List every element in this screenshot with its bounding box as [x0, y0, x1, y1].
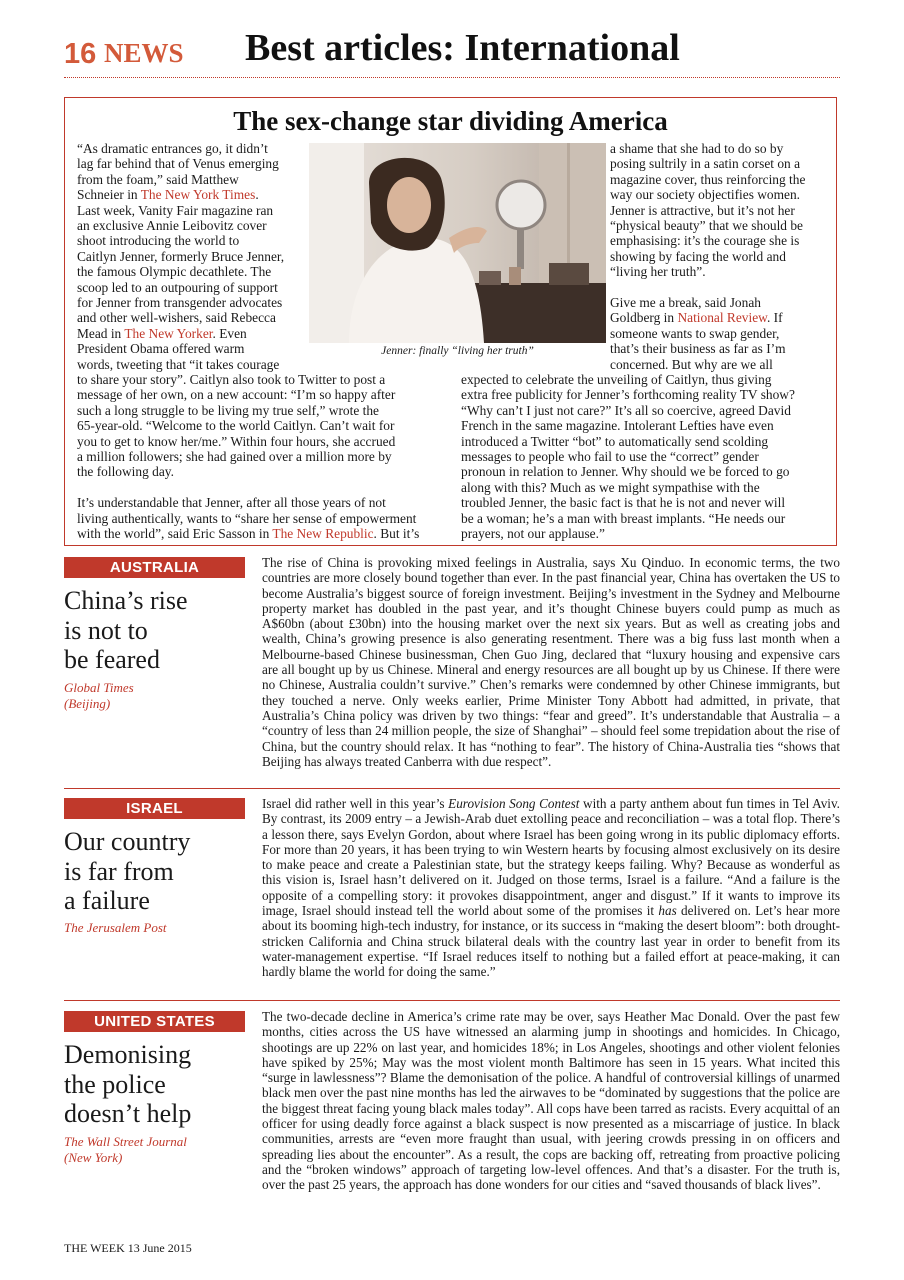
header-divider [64, 77, 840, 78]
feature-column-right: a shame that she had to do so by posing sultrily in a satin corset on a magazine cover, thus reinforcing the way our society objectifies women. Jenner is attractive, but it’s not her “physical beauty” that we should be emphasising: it’s the courage she is showing by facing the world and “living her truth”. Give me a break, said Jonah Goldberg in National Review. If someone wants to swap gender, that’s their business as far as I’m concerned. But why are we all [610, 141, 806, 372]
page-footer: THE WEEK 13 June 2015 [64, 1241, 192, 1255]
feature-column-left: “As dramatic entrances go, it didn’t lag far behind that of Venus emerging from the foam,” said Matthew Schneier in The New York Times. Last week, Vanity Fair magazine ran an exclusive Annie Leibovitz cover shoot introducing the world to Caitlyn Jenner, formerly Bruce Jenner, the famous Olympic decathlete. The scoop led to an outpouring of support for Jenner from transgender advocates and other well-wishers, said Rebecca Mead in The New Yorker. Even President Obama offered warm words, tweeting that “it takes courage [77, 141, 285, 372]
article-divider [64, 1000, 840, 1001]
feature-title: The sex-change star dividing America [233, 106, 668, 136]
page-title: Best articles: International [245, 27, 680, 69]
feature-column-left-lower: to share your story”. Caitlyn also took to Twitter to post a message of her own, on a new account: “I’m so happy after such a long struggle to be living my true self,” wrote the 65-year-old. “Welcome to the world Caitlyn. Can’t wait for you to get to know her/me.” Within four hours, she accrued a million followers; she had gained over a million more by the following day. It’s understandable that Jenner, after all those years of not living authentically, wants to “share her sense of empowerment with the world”, said Eric Sasson in The New Republic. But it’s [77, 372, 420, 542]
article-body-israel: Israel did rather well in this year’s Eurovision Song Contest with a party anthem about fun times in Tel Aviv. By contrast, its 2009 entry – a Jewish-Arab duet extolling peace and reconciliation – was a total flop. There’s a lesson there, says Evelyn Gordon, about where Israel has been going wrong in its public diplomacy efforts. For more than 20 years, it has been trying to win Western hearts by focusing almost exclusively on its desire to make peace and create a Palestinian state, but the strategy keeps failing. Why? Because as wonderful as this vision is, Israel hasn’t delivered on it. Judged on those terms, Israel is a failure. “And a failure is the opposite of a compelling story: it provokes disappointment, anger and disgust.” If it wants to improve its image, Israel should instead tell the world about some of the promises it has delivered on. Let’s hear more about its booming high-tech industry, for instance, or its success in “making the desert bloom”: both drought-stricken California and China struck bilateral deals with the country last year in order to benefit from its water-management expertise. “If Israel reduces itself to nothing but a failed effort at peace-making, it can hardly blame the world for doing the same.” [262, 796, 840, 980]
article-headline: Our country is far from a failure [64, 827, 191, 915]
section-label: NEWS [104, 38, 184, 68]
section-label-australia: AUSTRALIA [64, 557, 245, 578]
feature-photo [309, 143, 606, 343]
article-source: The Jerusalem Post [64, 920, 167, 935]
section-label-united-states: UNITED STATES [64, 1011, 245, 1032]
article-headline: Demonising the police doesn’t help [64, 1040, 192, 1128]
article-headline: China’s rise is not to be feared [64, 586, 188, 674]
feature-column-right-lower: expected to celebrate the unveiling of Caitlyn, thus giving extra free publicity for Jenner’s forthcoming reality TV show? “Why can’t I just not care?” It’s all so coercive, agreed David French in the same magazine. Intolerant Lefties have even introduced a Twitter “bot” to automatically send scolding messages to people who fail to use the “correct” gender pronoun in relation to Jenner. Why should we be forced to go along with this? Much as we might sympathise with the troubled Jenner, the basic fact is that he is not and never will be a woman; he’s a man with breast implants. “He needs our prayers, not our applause.” [461, 372, 795, 542]
article-body-australia: The rise of China is provoking mixed feelings in Australia, says Xu Qinduo. In economic terms, the two countries are more closely bound together than ever. In the past financial year, China has overtaken the US to become Australia’s biggest source of foreign investment. Beijing’s investment in the Sydney and Melbourne property market has doubled in the past year, and it’s thought Chinese buyers could pump as much as A$60bn (about £30bn) into the housing market over the next six years. But as well as creating jobs and wealth, China’s growing presence is also generating resentment. There was a big fuss last month when a Melbourne-based Chinese businessman, Chen Guo Jing, declared that “luxury housing and expensive cars are all bought up by us Chinese. Mineral and energy resources are all bought up by us Chinese. If there were no Chinese, Australia couldn’t survive.” Chen’s remarks were condemned by other Chinese immigrants, but they touched a nerve. Only weeks earlier, Prime Minister Tony Abbott had admitted, in private, that Australia’s China policy was driven by two things: “fear and greed”. It’s understandable that Australia – a “country of less than 24 million people, the size of Shanghai” – should feel some trepidation about the rise of China, but the country should relax. It has “nothing to fear”. The history of China-Australia ties “shows that Beijing has always treated Canberra with due respect”. [262, 555, 840, 769]
person-photo-icon [309, 143, 606, 343]
section-label-israel: ISRAEL [64, 798, 245, 819]
article-source: Global Times (Beijing) [64, 680, 134, 711]
article-source: The Wall Street Journal (New York) [64, 1134, 187, 1165]
article-body-united-states: The two-decade decline in America’s crime rate may be over, says Heather Mac Donald. Over the past few months, cities across the US have witnessed an alarming jump in shootings and homicides. In Chicago, shootings are up 22% on last year, and homicides 18%; in Los Angeles, shootings and other violent felonies have spiked by 25%; May was the most violent month Baltimore has seen in 15 years. What incited this “surge in lawlessness”? Blame the demonisation of the police. A handful of controversial killings of unarmed black men over the past nine months has led the airwaves to be “dominated by suggestions that the police are the biggest threat facing young black males today”. All cops have been tarred as racists. Every acquittal of an officer for using deadly force against a black suspect is now presented as a miscarriage of justice. In black communities, arrests are “even more fraught than usual, with jeering crowds pressing in on officers and spreading lies about the encounter”. As a result, the cops are backing off, retreating from proactive policing and the “broken windows” approach of targeting low-level offences. And that’s a disaster. For the truth is, over the past 25 years, the approach has done wonders for our cities and “saved thousands of black lives”. [262, 1009, 840, 1193]
photo-caption: Jenner: finally “living her truth” [381, 345, 534, 357]
page-number: 16 [64, 38, 97, 70]
article-divider [64, 788, 840, 789]
